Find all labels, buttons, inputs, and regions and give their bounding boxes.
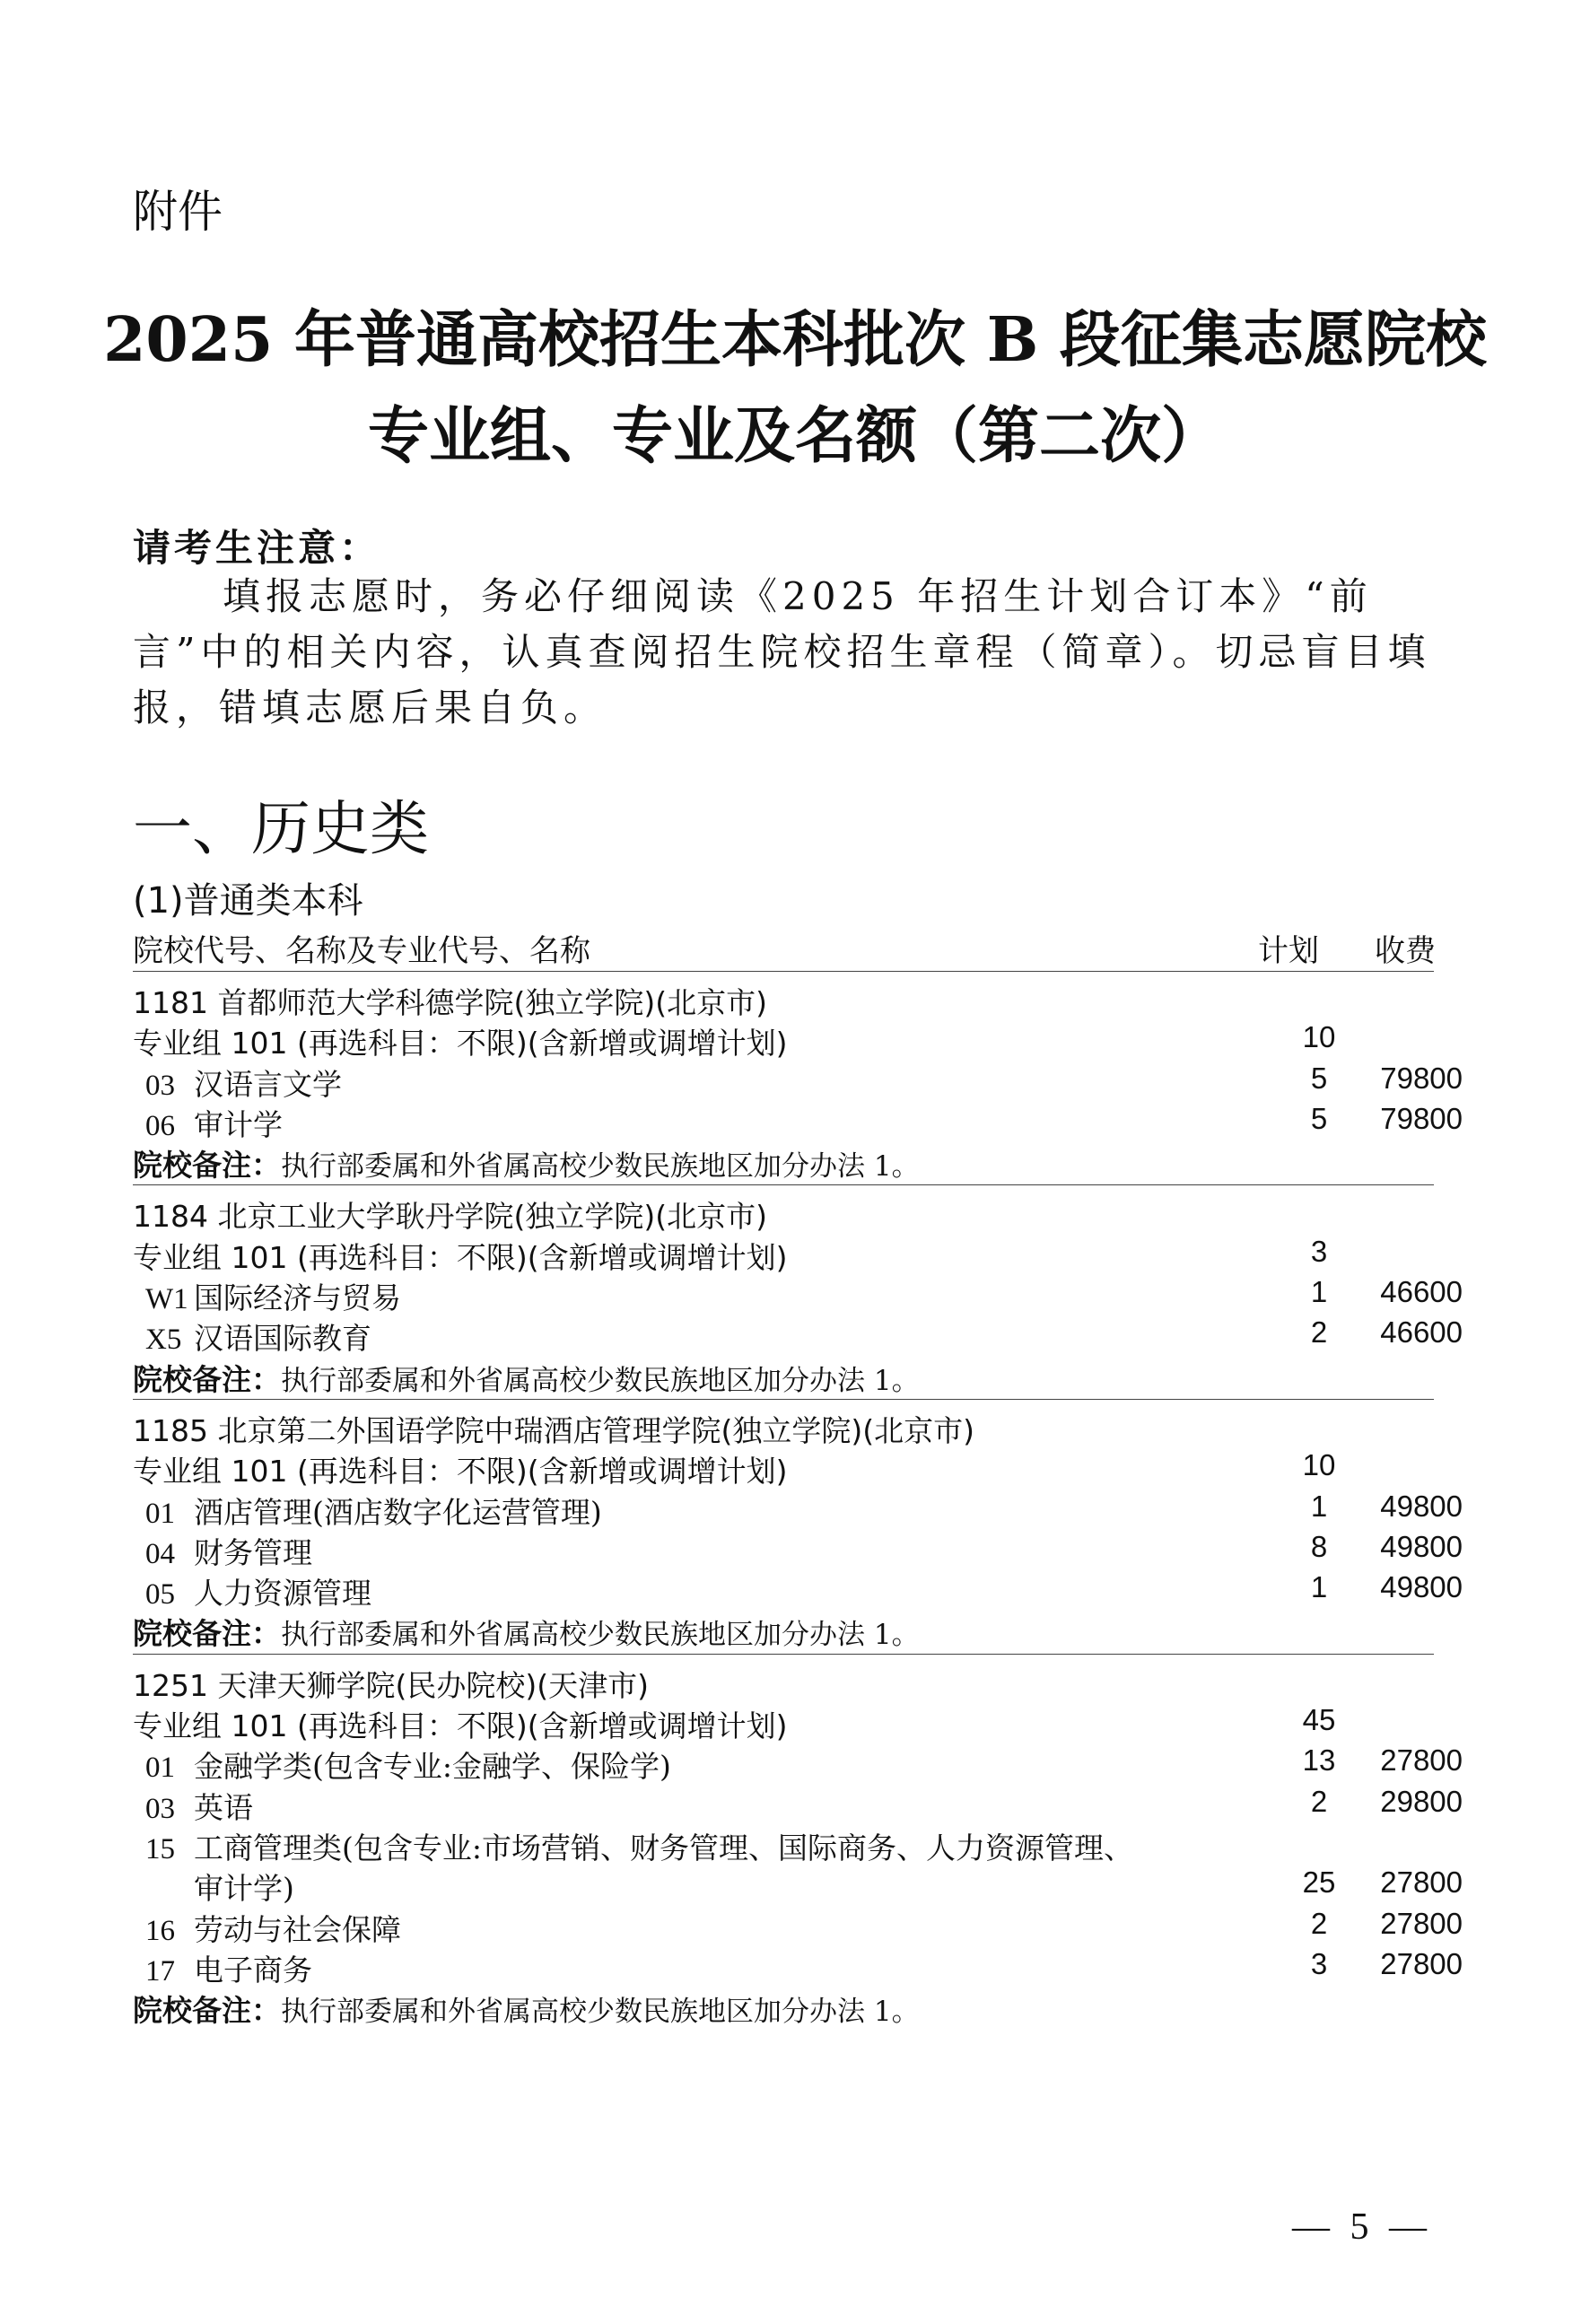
major-name: 汉语言文学 — [194, 1067, 342, 1102]
notice-body: 填报志愿时，务必仔细阅读《2025 年招生计划合订本》“前言”中的相关内容，认真查阅招生院校招生章程（简章）。切忌盲目填报，错填志愿后果自负。 — [133, 574, 1431, 730]
major-label — [145, 1785, 253, 1827]
major-row — [0, 1785, 1590, 1825]
major-label — [145, 1102, 283, 1144]
group-row — [0, 1703, 1590, 1743]
major-row — [0, 1947, 1590, 1988]
major-name: 金融学类(包含专业:金融学、保险学) — [194, 1749, 671, 1784]
major-row — [0, 1490, 1590, 1530]
major-code: 17 — [145, 1955, 175, 1988]
major-row — [0, 1102, 1590, 1142]
column-header-fee: 收费 — [1375, 933, 1436, 969]
college-name: 1185 北京第二外国语学院中瑞酒店管理学院(独立学院)(北京市) — [133, 1413, 974, 1448]
major-label — [145, 1530, 312, 1572]
remark-text — [133, 1142, 920, 1184]
major-label — [145, 1743, 671, 1786]
plan-count: 3 — [1310, 1235, 1328, 1268]
remark-text — [133, 1988, 920, 2030]
college-divider — [133, 1654, 1434, 1655]
remark-label: 院校备注： — [133, 1616, 281, 1651]
major-row — [0, 1743, 1590, 1784]
major-name: 汉语国际教育 — [194, 1321, 371, 1356]
major-label — [145, 1062, 342, 1104]
major-name: 财务管理 — [194, 1535, 312, 1570]
major-code: 04 — [145, 1538, 175, 1570]
remark-body: 执行部委属和外省属高校少数民族地区加分办法 1。 — [281, 1365, 920, 1397]
major-name: 国际经济与贸易 — [194, 1280, 401, 1315]
plan-count: 13 — [1302, 1743, 1336, 1777]
major-label — [145, 1907, 401, 1949]
fee-amount: 27800 — [1380, 1907, 1463, 1940]
remark-text — [133, 1357, 920, 1399]
major-name: 英语 — [194, 1790, 253, 1825]
remark-label: 院校备注： — [133, 1362, 281, 1397]
major-name: 工商管理类(包含专业:市场营销、财务管理、国际商务、人力资源管理、 — [194, 1830, 1133, 1865]
column-header-name: 院校代号、名称及专业代号、名称 — [133, 933, 590, 969]
remark-row — [0, 1142, 1590, 1183]
major-label — [145, 1275, 401, 1317]
column-header-plan: 计划 — [1258, 933, 1319, 969]
remark-label: 院校备注： — [133, 1993, 281, 2028]
major-code: 06 — [145, 1110, 175, 1142]
college-row — [0, 980, 1590, 1020]
group-name: 专业组 101 (再选科目：不限)(含新增或调增计划) — [133, 1454, 788, 1489]
fee-amount: 49800 — [1380, 1530, 1463, 1563]
major-row — [0, 1825, 1590, 1865]
college-row — [0, 1408, 1590, 1448]
remark-body: 执行部委属和外省属高校少数民族地区加分办法 1。 — [281, 1619, 920, 1651]
plan-count: 1 — [1310, 1490, 1328, 1523]
plan-count: 45 — [1302, 1703, 1336, 1736]
plan-count: 10 — [1302, 1448, 1336, 1481]
subsection-title: (1)普通类本科 — [133, 880, 363, 922]
plan-count: 5 — [1310, 1062, 1328, 1095]
major-name: 劳动与社会保障 — [194, 1912, 401, 1947]
fee-amount: 49800 — [1380, 1570, 1463, 1603]
header-divider — [133, 971, 1434, 972]
fee-amount: 79800 — [1380, 1062, 1463, 1095]
page-number: — 5 — — [1292, 2206, 1432, 2248]
major-label — [145, 1825, 1133, 1867]
fee-amount: 46600 — [1380, 1275, 1463, 1308]
major-label — [145, 1490, 602, 1532]
plan-count: 8 — [1310, 1530, 1328, 1563]
major-label — [145, 1315, 371, 1358]
group-row — [0, 1020, 1590, 1061]
annex-label: 附件 — [133, 186, 223, 238]
plan-count: 2 — [1310, 1785, 1328, 1818]
major-row — [0, 1907, 1590, 1947]
remark-text — [133, 1611, 920, 1653]
major-code: W1 — [145, 1283, 188, 1315]
group-name: 专业组 101 (再选科目：不限)(含新增或调增计划) — [133, 1240, 788, 1275]
document-title-line-1: 2025 年普通高校招生本科批次 B 段征集志愿院校 — [103, 304, 1487, 376]
major-label — [145, 1570, 371, 1612]
remark-body: 执行部委属和外省属高校少数民族地区加分办法 1。 — [281, 1150, 920, 1183]
remark-row — [0, 1357, 1590, 1397]
fee-amount: 27800 — [1380, 1743, 1463, 1777]
major-code: 01 — [145, 1498, 175, 1530]
group-row — [0, 1235, 1590, 1275]
group-name: 专业组 101 (再选科目：不限)(含新增或调增计划) — [133, 1708, 788, 1743]
fee-amount: 29800 — [1380, 1785, 1463, 1818]
major-row — [0, 1275, 1590, 1315]
group-row — [0, 1448, 1590, 1489]
college-divider — [133, 1399, 1434, 1400]
major-name: 审计学 — [194, 1107, 283, 1142]
major-code: 15 — [145, 1833, 175, 1865]
remark-row — [0, 1611, 1590, 1651]
document-title-line-2: 专业组、专业及名额（第二次） — [367, 400, 1222, 472]
plan-count: 1 — [1310, 1570, 1328, 1603]
remark-label: 院校备注： — [133, 1148, 281, 1183]
major-row — [0, 1315, 1590, 1356]
group-name: 专业组 101 (再选科目：不限)(含新增或调增计划) — [133, 1026, 788, 1061]
major-name: 酒店管理(酒店数字化运营管理) — [194, 1495, 602, 1530]
college-name: 1181 首都师范大学科德学院(独立学院)(北京市) — [133, 985, 767, 1020]
college-divider — [133, 1184, 1434, 1185]
plan-count: 10 — [1302, 1020, 1336, 1053]
plan-count: 5 — [1310, 1102, 1328, 1135]
plan-count: 3 — [1310, 1947, 1328, 1980]
remark-body: 执行部委属和外省属高校少数民族地区加分办法 1。 — [281, 1996, 920, 2028]
fee-amount: 46600 — [1380, 1315, 1463, 1349]
major-row-continuation — [0, 1865, 1590, 1906]
college-row — [0, 1193, 1590, 1234]
plan-count: 25 — [1302, 1865, 1336, 1899]
major-code: 03 — [145, 1070, 175, 1102]
major-name: 人力资源管理 — [194, 1576, 371, 1611]
plan-count: 2 — [1310, 1315, 1328, 1349]
major-name: 电子商务 — [194, 1953, 312, 1988]
plan-count: 1 — [1310, 1275, 1328, 1308]
remark-row — [0, 1988, 1590, 2028]
major-row — [0, 1530, 1590, 1570]
major-row — [0, 1570, 1590, 1611]
section-title: 一、历史类 — [133, 794, 429, 863]
college-name: 1184 北京工业大学耿丹学院(独立学院)(北京市) — [133, 1199, 767, 1234]
fee-amount: 27800 — [1380, 1947, 1463, 1980]
college-row — [0, 1663, 1590, 1703]
fee-amount: 49800 — [1380, 1490, 1463, 1523]
fee-amount: 79800 — [1380, 1102, 1463, 1135]
major-code: 03 — [145, 1793, 175, 1825]
plan-count: 2 — [1310, 1907, 1328, 1940]
major-name: 审计学) — [194, 1871, 294, 1906]
college-name: 1251 天津天狮学院(民办院校)(天津市) — [133, 1668, 649, 1703]
major-row — [0, 1062, 1590, 1102]
major-code: 01 — [145, 1752, 175, 1784]
notice-heading: 请考生注意： — [133, 526, 381, 570]
major-label — [145, 1947, 312, 1989]
major-code: 05 — [145, 1578, 175, 1611]
major-code: 16 — [145, 1915, 175, 1947]
major-code: X5 — [145, 1324, 182, 1356]
fee-amount: 27800 — [1380, 1865, 1463, 1899]
